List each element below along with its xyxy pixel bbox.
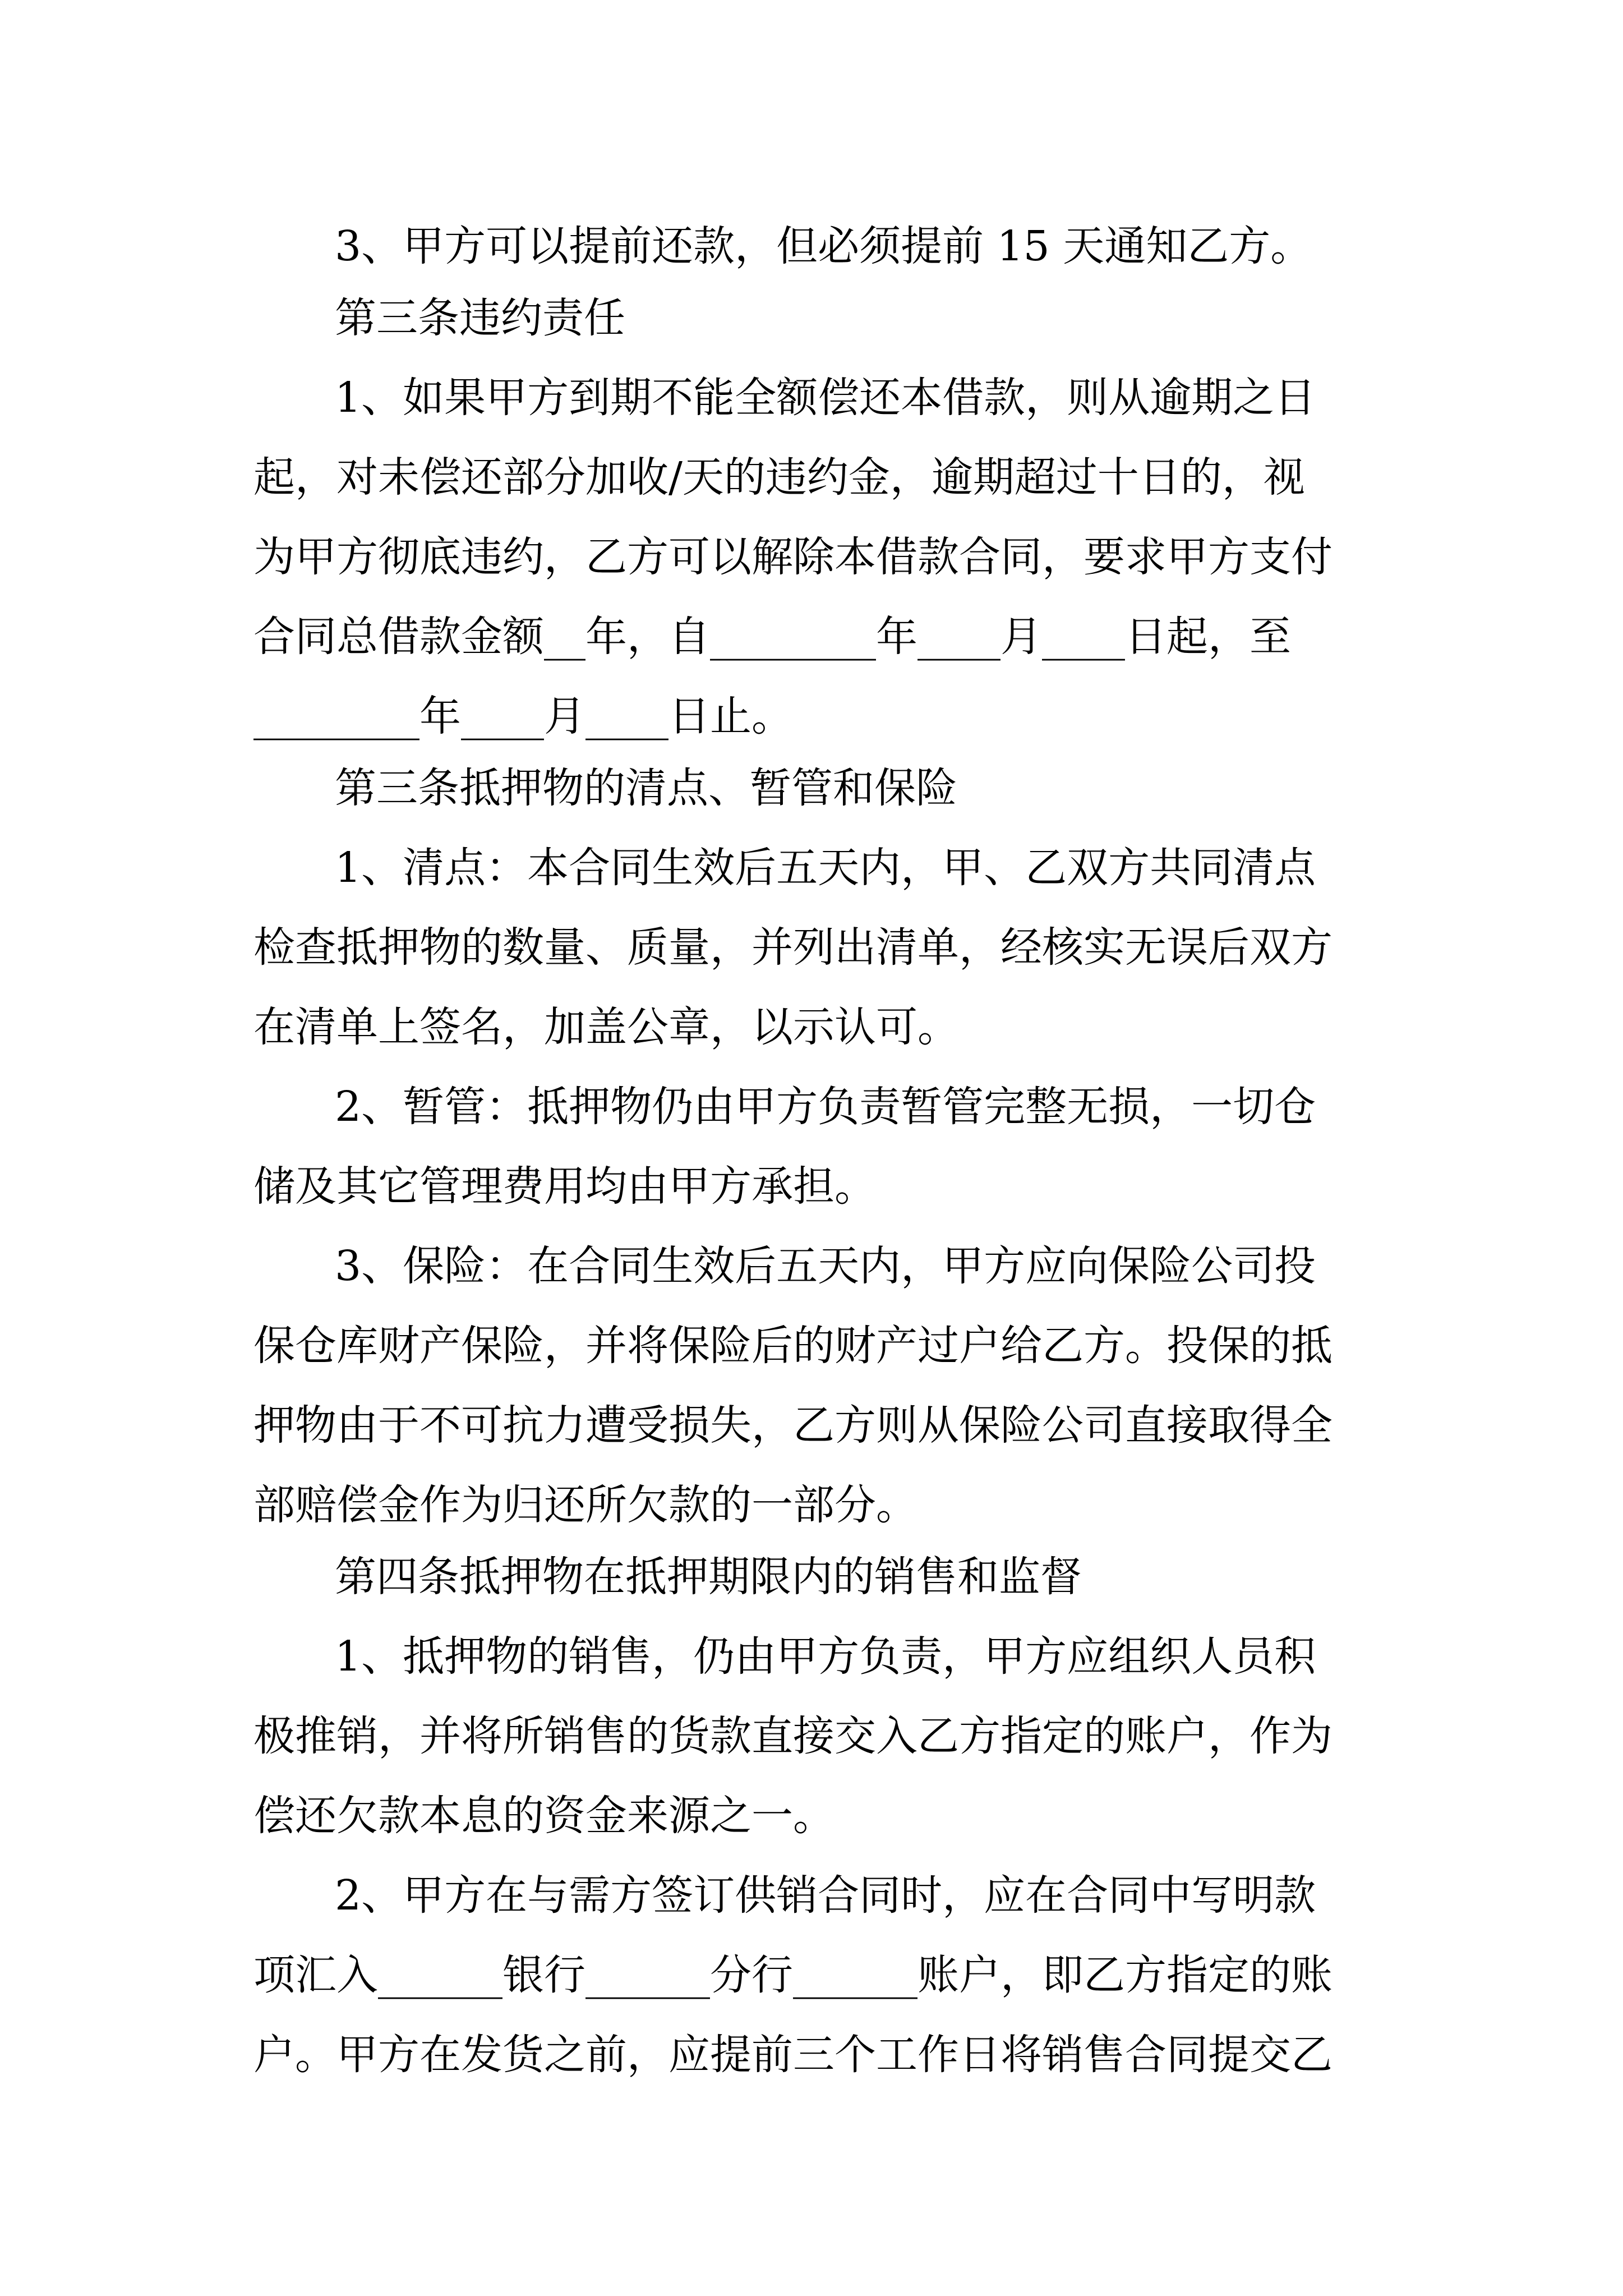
text-line: 在清单上签名，加盖公章，以示认可。: [253, 1003, 959, 1051]
text-line: 户。甲方在发货之前，应提前三个工作日将销售合同提交乙: [253, 2031, 1332, 2079]
text-line: 2、甲方在与需方签订供销合同时，应在合同中写明款: [335, 1871, 1316, 1920]
text-line: 2、暂管：抵押物仍由甲方负责暂管完整无损，一切仓: [335, 1083, 1316, 1131]
text-line: 为甲方彻底违约，乙方可以解除本借款合同，要求甲方支付: [253, 533, 1332, 581]
text-line: 3、保险：在合同生效后五天内，甲方应向保险公司投: [335, 1242, 1316, 1290]
text-line: 极推销，并将所销售的货款直接交入乙方指定的账户，作为: [253, 1712, 1332, 1760]
text-line: 1、如果甲方到期不能全额偿还本借款，则从逾期之日: [335, 374, 1316, 422]
text-line: 3、甲方可以提前还款，但必须提前 15 天通知乙方。: [335, 222, 1312, 270]
section-heading: 第四条抵押物在抵押期限内的销售和监督: [335, 1553, 1082, 1601]
text-line: 储及其它管理费用均由甲方承担。: [253, 1162, 876, 1211]
section-heading: 第三条抵押物的清点、暂管和保险: [335, 764, 957, 812]
text-line: 保仓库财产保险，并将保险后的财产过户给乙方。投保的抵: [253, 1322, 1332, 1370]
text-line: 1、抵押物的销售，仍由甲方负责，甲方应组织人员积: [335, 1632, 1316, 1681]
text-line: 合同总借款金额__年，自________年____月____日起，至: [253, 613, 1291, 661]
text-line: 部赔偿金作为归还所欠款的一部分。: [253, 1481, 917, 1529]
text-line: ________年____月____日止。: [253, 692, 793, 740]
text-line: 1、清点：本合同生效后五天内，甲、乙双方共同清点: [335, 844, 1316, 892]
section-heading: 第三条违约责任: [335, 294, 625, 342]
text-line: 项汇入______银行______分行______账户，即乙方指定的账: [253, 1951, 1332, 1999]
text-line: 押物由于不可抗力遭受损失，乙方则从保险公司直接取得全: [253, 1401, 1332, 1450]
text-line: 起，对未偿还部分加收/天的违约金，逾期超过十日的，视: [253, 453, 1305, 501]
text-line: 偿还欠款本息的资金来源之一。: [253, 1792, 834, 1840]
text-line: 检查抵押物的数量、质量，并列出清单，经核实无误后双方: [253, 923, 1332, 972]
